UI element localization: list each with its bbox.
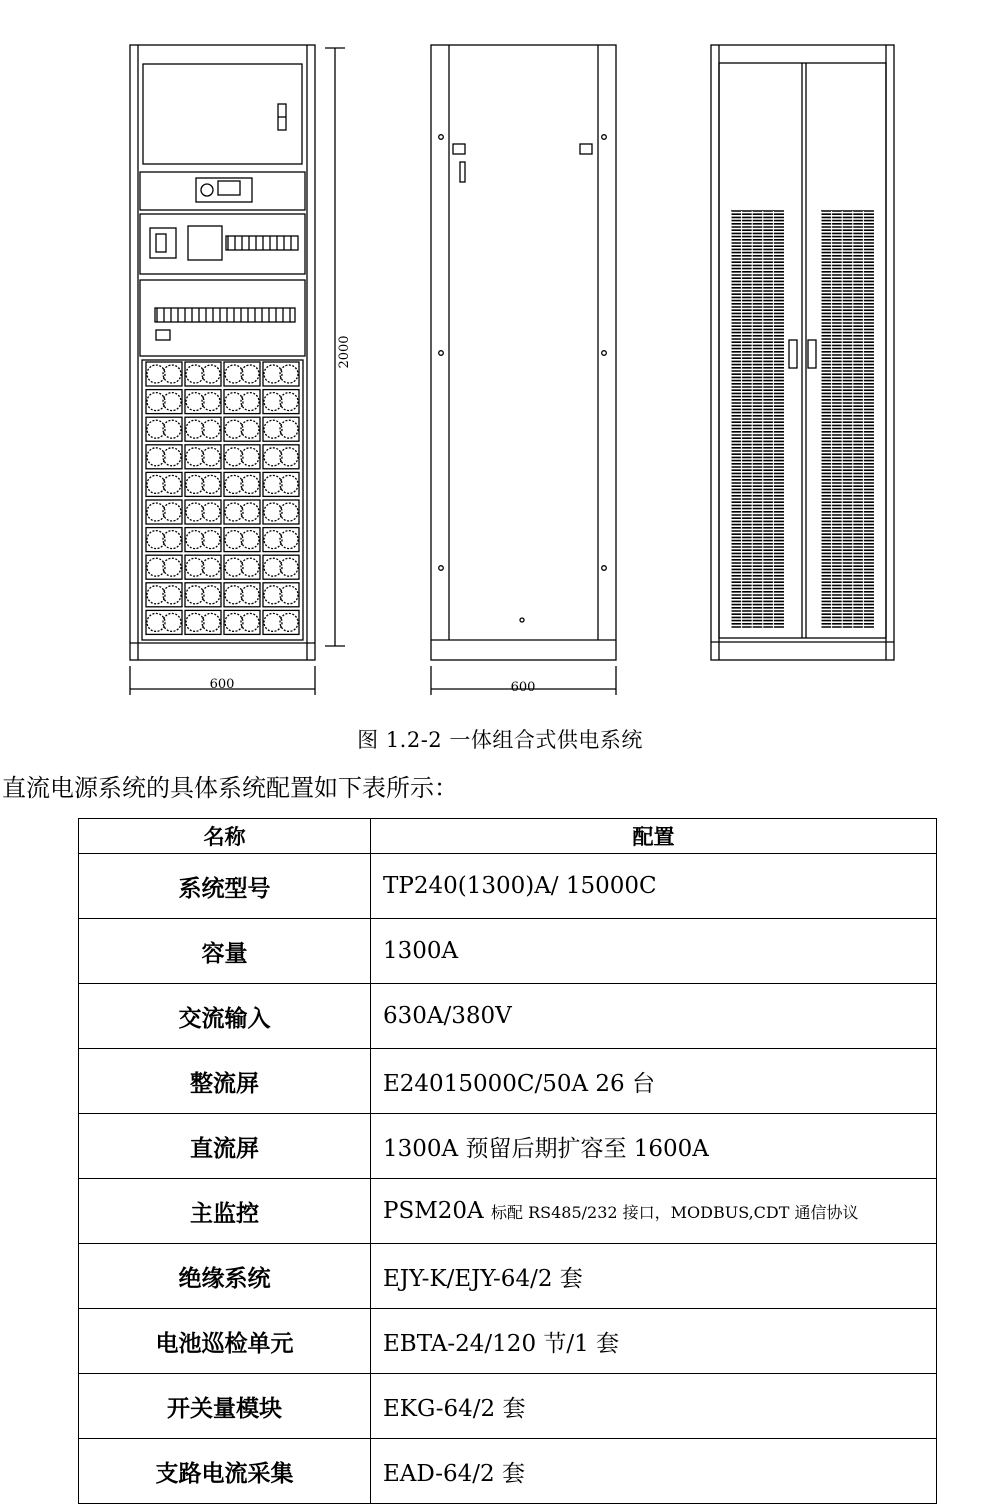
strip-ticks	[157, 236, 291, 322]
header-config: 配置	[371, 819, 937, 854]
row-config-value: E24015000C/50A 26 台	[383, 1070, 655, 1097]
row-config	[371, 1439, 937, 1504]
row-name: 支路电流采集	[79, 1439, 371, 1504]
row-config	[371, 1309, 937, 1374]
row-config	[371, 1179, 937, 1244]
config-table	[78, 818, 937, 1504]
row-name: 交流输入	[79, 984, 371, 1049]
row-name: 整流屏	[79, 1049, 371, 1114]
row-config	[371, 1114, 937, 1179]
row-config-value: EAD-64/2 套	[383, 1460, 525, 1487]
row-config-value: 630A/380V	[383, 1003, 512, 1029]
table-row	[79, 1439, 937, 1504]
row-config-value: 1300A 预留后期扩容至 1600A	[383, 1135, 709, 1162]
table-row	[79, 854, 937, 919]
row-config-value: TP240(1300)A/ 15000C	[383, 873, 657, 899]
table-row	[79, 1244, 937, 1309]
intro-paragraph: 直流电源系统的具体系统配置如下表所示：	[2, 774, 458, 802]
rectifier-module-grid	[146, 362, 299, 634]
front-cabinet	[130, 45, 315, 660]
table-row	[79, 1179, 937, 1244]
row-name: 直流屏	[79, 1114, 371, 1179]
row-config-value: EKG-64/2 套	[383, 1395, 526, 1422]
table-row	[79, 919, 937, 984]
row-config-value: EBTA-24/120 节/1 套	[383, 1330, 620, 1357]
figure-caption: 图 1.2-2 一体组合式供电系统	[357, 728, 643, 752]
row-config-value: PSM20A	[383, 1198, 491, 1224]
row-name: 开关量模块	[79, 1374, 371, 1439]
row-config-value: 1300A	[383, 938, 459, 964]
table-row	[79, 1309, 937, 1374]
table-header-row	[79, 819, 937, 854]
table-row	[79, 1049, 937, 1114]
row-name: 容量	[79, 919, 371, 984]
header-name: 名称	[79, 819, 371, 854]
row-name: 主监控	[79, 1179, 371, 1244]
row-config	[371, 984, 937, 1049]
row-config	[371, 919, 937, 984]
table-row	[79, 984, 937, 1049]
row-config	[371, 1049, 937, 1114]
row-name: 绝缘系统	[79, 1244, 371, 1309]
row-config-value: EJY-K/EJY-64/2 套	[383, 1265, 583, 1292]
row-config	[371, 854, 937, 919]
dimension-width-middle: 600	[510, 680, 536, 695]
dimension-height: 2000	[337, 335, 352, 369]
side-cabinet	[431, 45, 616, 660]
row-name: 电池巡检单元	[79, 1309, 371, 1374]
row-config	[371, 1374, 937, 1439]
cabinet-drawing	[0, 0, 1000, 715]
row-name: 系统型号	[79, 854, 371, 919]
dimension-width-left: 600	[209, 677, 235, 692]
table-row	[79, 1114, 937, 1179]
row-config-note: 标配 RS485/232 接口，MODBUS,CDT 通信协议	[490, 1203, 859, 1222]
table-row	[79, 1374, 937, 1439]
row-config	[371, 1244, 937, 1309]
